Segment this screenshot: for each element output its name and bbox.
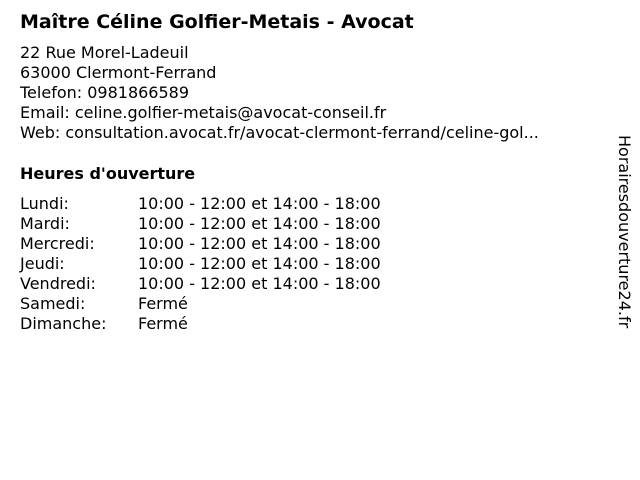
time-value: 10:00 - 12:00 et 14:00 - 18:00 xyxy=(138,254,381,273)
day-label: Jeudi: xyxy=(20,254,65,273)
hours-row-vendredi xyxy=(20,274,381,294)
city-address: 63000 Clermont-Ferrand xyxy=(20,63,217,82)
street-address: 22 Rue Morel-Ladeuil xyxy=(20,43,189,62)
site-watermark: Horairesdouverture24.fr xyxy=(615,135,634,329)
hours-row-samedi xyxy=(20,294,381,314)
time-value: Fermé xyxy=(138,314,188,333)
time-value: 10:00 - 12:00 et 14:00 - 18:00 xyxy=(138,274,381,293)
email-address: Email: celine.golfier-metais@avocat-conseil.fr xyxy=(20,103,387,122)
phone-number: Telefon: 0981866589 xyxy=(20,83,190,102)
time-value: 10:00 - 12:00 et 14:00 - 18:00 xyxy=(138,234,381,253)
opening-hours-heading: Heures d'ouverture xyxy=(20,164,196,183)
hours-row-mardi xyxy=(20,214,381,234)
time-value: 10:00 - 12:00 et 14:00 - 18:00 xyxy=(138,214,381,233)
day-label: Samedi: xyxy=(20,294,86,313)
day-label: Mardi: xyxy=(20,214,70,233)
hours-row-jeudi xyxy=(20,254,381,274)
hours-row-dimanche xyxy=(20,314,381,334)
day-label: Dimanche: xyxy=(20,314,107,333)
contact-info xyxy=(20,43,539,143)
hours-row-lundi xyxy=(20,194,381,214)
time-value: 10:00 - 12:00 et 14:00 - 18:00 xyxy=(138,194,381,213)
day-label: Lundi: xyxy=(20,194,69,213)
website-link: Web: consultation.avocat.fr/avocat-clermont-ferrand/celine-gol... xyxy=(20,123,539,142)
day-label: Vendredi: xyxy=(20,274,96,293)
hours-row-mercredi xyxy=(20,234,381,254)
time-value: Fermé xyxy=(138,294,188,313)
opening-hours-list xyxy=(20,194,381,334)
day-label: Mercredi: xyxy=(20,234,95,253)
page-title: Maître Céline Golfier-Metais - Avocat xyxy=(20,11,414,33)
